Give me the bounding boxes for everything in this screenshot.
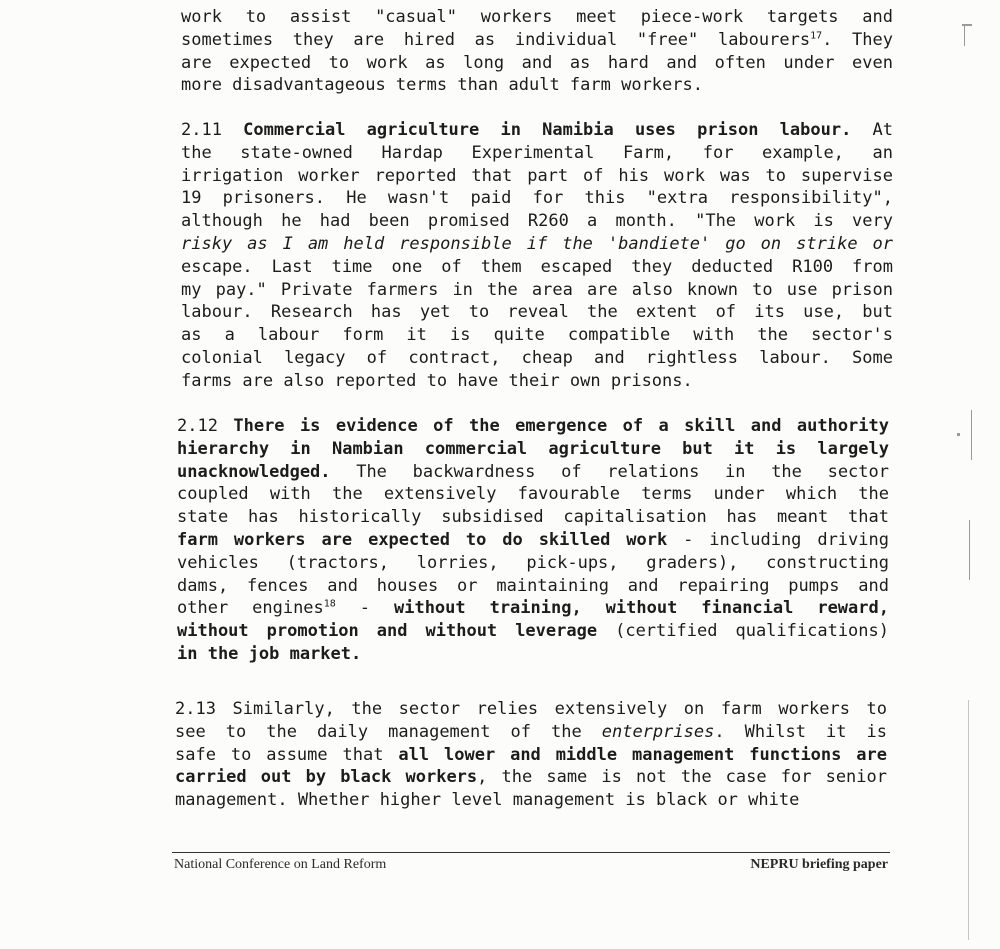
scan-artifact xyxy=(968,700,969,940)
text-run: without training, without financial reward, xyxy=(393,598,889,619)
text-line xyxy=(177,415,889,438)
text-run: . Whilst it is xyxy=(714,721,887,742)
text-run: escape. Last time one of them escaped they deducted R100 from xyxy=(181,256,893,277)
text-line xyxy=(181,233,893,256)
text-line xyxy=(175,744,887,767)
text-run: in the job market. xyxy=(177,643,362,664)
text-line xyxy=(181,29,893,52)
text-run: sometimes they are hired as individual "free" labourers xyxy=(181,29,811,50)
text-run: without promotion and without leverage xyxy=(177,621,598,642)
text-line xyxy=(177,620,889,643)
text-run: all lower and middle management functions are xyxy=(398,744,887,765)
text-run: safe to assume that xyxy=(175,744,399,765)
text-run: (certified qualifications) xyxy=(597,621,889,642)
text-line xyxy=(181,6,893,29)
text-run: more disadvantageous terms than adult farm workers. xyxy=(181,75,703,96)
text-run: 19 prisoners. He wasn't paid for this "extra responsibility", xyxy=(181,188,893,209)
text-run: irrigation worker reported that part of his work was to supervise xyxy=(181,165,893,186)
text-line xyxy=(177,643,889,666)
text-run: . They xyxy=(822,29,893,50)
scan-artifact xyxy=(969,520,970,580)
text-run: as a labour form it is quite compatible with the sector's xyxy=(181,325,893,346)
text-line xyxy=(181,210,893,233)
text-run: , the same is not the case for senior xyxy=(477,767,887,788)
text-line xyxy=(181,119,893,142)
text-run: risky as I am held responsible if the 'bandiete' go on strike or xyxy=(181,233,893,254)
text-line xyxy=(181,370,893,393)
text-line xyxy=(177,438,889,461)
text-run: At xyxy=(851,120,893,140)
text-line xyxy=(177,552,889,575)
text-line xyxy=(177,597,889,620)
footer-conference-title: National Conference on Land Reform xyxy=(174,857,387,872)
text-line xyxy=(181,74,893,97)
text-run: 2.12 xyxy=(177,416,234,436)
text-run: other engines xyxy=(177,598,324,619)
text-line xyxy=(181,301,893,324)
text-run: vehicles (tractors, lorries, pick-ups, graders), constructing xyxy=(177,552,889,573)
text-run: enterprises xyxy=(601,721,715,742)
text-run: dams, fences and houses or maintaining and repairing pumps and xyxy=(177,575,889,596)
text-line xyxy=(181,165,893,188)
text-line xyxy=(181,52,893,75)
text-line xyxy=(177,506,889,529)
scan-artifact xyxy=(971,410,972,460)
paragraph-2-11 xyxy=(181,119,893,393)
text-run: although he had been promised R260 a month. "The work is very xyxy=(181,211,893,232)
text-line xyxy=(177,529,889,552)
text-line xyxy=(175,698,887,721)
text-line xyxy=(181,187,893,210)
text-run: farm workers are expected to do skilled work xyxy=(177,529,668,550)
paragraph-2-10-continuation xyxy=(181,6,893,97)
text-run: see to the daily management of the xyxy=(175,721,602,742)
footer-paper-type: NEPRU briefing paper xyxy=(750,857,888,872)
text-run: The backwardness of relations in the sector xyxy=(330,461,889,482)
text-run: - xyxy=(335,598,394,619)
scan-artifact xyxy=(964,26,965,46)
text-line xyxy=(181,324,893,347)
text-line xyxy=(175,789,887,812)
footer-rule xyxy=(172,852,890,853)
text-line xyxy=(181,279,893,302)
text-run: Commercial agriculture in Namibia uses prison labour. xyxy=(243,120,852,140)
text-run: state has historically subsidised capitalisation has meant that xyxy=(177,507,889,528)
text-run: coupled with the extensively favourable terms under which the xyxy=(177,484,889,505)
footnote-ref: 17 xyxy=(810,30,823,42)
text-line xyxy=(175,721,887,744)
text-line xyxy=(175,766,887,789)
text-run: carried out by black workers xyxy=(175,767,478,788)
text-run: management. Whether higher level management is black or white xyxy=(175,790,800,811)
text-run: colonial legacy of contract, cheap and rightless labour. Some xyxy=(181,347,893,368)
text-run: 2.11 xyxy=(181,120,244,140)
text-line xyxy=(181,142,893,165)
text-run: work to assist "casual" workers meet piece-work targets and xyxy=(181,7,893,27)
text-line xyxy=(181,347,893,370)
text-run: farms are also reported to have their own prisons. xyxy=(181,370,693,391)
text-run: are expected to work as long and as hard and often under even xyxy=(181,52,893,73)
text-run: - including driving xyxy=(667,529,889,550)
text-line xyxy=(181,256,893,279)
scan-artifact xyxy=(957,433,960,436)
footnote-ref: 18 xyxy=(323,598,336,610)
text-line xyxy=(177,575,889,598)
text-run: the state-owned Hardap Experimental Farm, for example, an xyxy=(181,142,893,163)
text-line xyxy=(177,461,889,484)
text-run: labour. Research has yet to reveal the extent of its use, but xyxy=(181,302,893,323)
paragraph-2-13 xyxy=(175,698,887,812)
text-line xyxy=(177,483,889,506)
text-run: There is evidence of the emergence of a skill and authority xyxy=(233,416,889,436)
paragraph-2-12 xyxy=(177,415,889,666)
text-run: hierarchy in Nambian commercial agriculture but it is largely xyxy=(177,438,889,459)
text-run: unacknowledged. xyxy=(177,461,331,482)
text-run: my pay." Private farmers in the area are also known to use prison xyxy=(181,279,893,300)
text-run: 2.13 Similarly, the sector relies extensively on farm workers to xyxy=(175,699,887,719)
